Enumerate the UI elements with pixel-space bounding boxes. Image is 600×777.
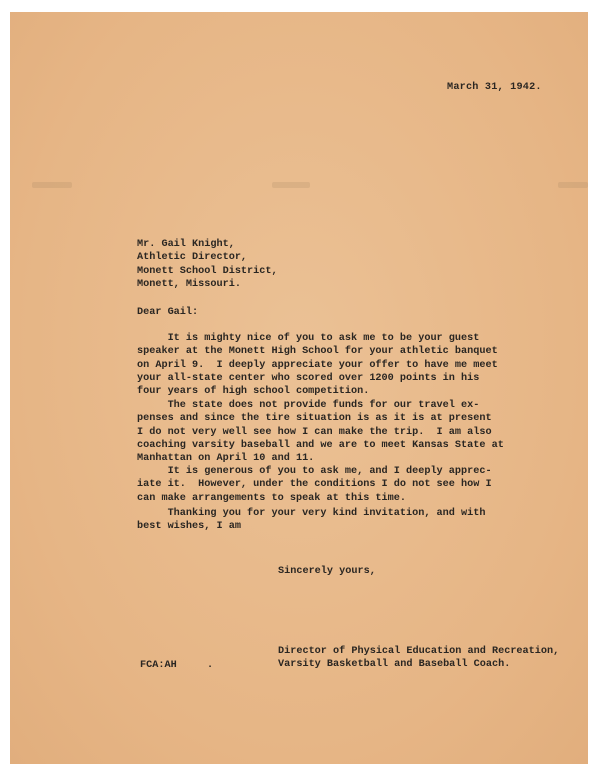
address-line: Mr. Gail Knight, xyxy=(137,239,235,250)
paragraph-line: iate it. However, under the conditions I do not see how I xyxy=(137,479,492,491)
paragraph-line: your all-state center who scored over 1200 points in his xyxy=(137,372,480,384)
paragraph-line: Thanking you for your very kind invitation, and with xyxy=(137,508,486,519)
paragraph-line: penses and since the tire situation is as it is at present xyxy=(137,413,492,425)
faint-mark-left xyxy=(32,182,72,188)
faint-mark-right xyxy=(558,182,588,188)
closing: Sincerely yours, xyxy=(278,566,376,577)
paragraph-line: I do not very well see how I can make the trip. I am also xyxy=(137,426,492,438)
signature-block xyxy=(278,645,559,672)
letter-page xyxy=(10,12,588,764)
paragraph-4 xyxy=(137,507,537,534)
address-line: Monett, Missouri. xyxy=(137,278,241,290)
paragraph-line: It is generous of you to ask me, and I deeply apprec- xyxy=(137,466,492,477)
salutation: Dear Gail: xyxy=(137,307,199,318)
paragraph-line: best wishes, I am xyxy=(137,521,241,533)
paragraph-2 xyxy=(137,399,537,465)
letter-date: March 31, 1942. xyxy=(447,82,542,93)
paragraph-line: on April 9. I deeply appreciate your offer to have me meet xyxy=(137,359,498,371)
paragraph-line: The state does not provide funds for our travel ex- xyxy=(137,400,480,411)
address-line: Athletic Director, xyxy=(137,252,248,264)
faint-mark-center xyxy=(272,182,310,188)
paragraph-line: Manhattan on April 10 and 11. xyxy=(137,453,315,465)
paragraph-line: four years of high school competition. xyxy=(137,386,370,398)
typist-initials: FCA:AH xyxy=(140,660,177,671)
paragraph-3 xyxy=(137,465,537,505)
paragraph-line: can make arrangements to speak at this time. xyxy=(137,492,406,504)
paragraph-line: speaker at the Monett High School for your athletic banquet xyxy=(137,346,498,358)
signature-line: Director of Physical Education and Recreation, xyxy=(278,646,560,657)
signature-line: Varsity Basketball and Baseball Coach. xyxy=(278,659,511,671)
paragraph-1 xyxy=(137,332,537,398)
stray-dot: . xyxy=(207,660,214,671)
paragraph-line: It is mighty nice of you to ask me to be your guest xyxy=(137,333,480,344)
address-line: Monett School District, xyxy=(137,265,278,277)
recipient-address xyxy=(137,238,278,291)
paragraph-line: coaching varsity baseball and we are to meet Kansas State at xyxy=(137,439,504,451)
